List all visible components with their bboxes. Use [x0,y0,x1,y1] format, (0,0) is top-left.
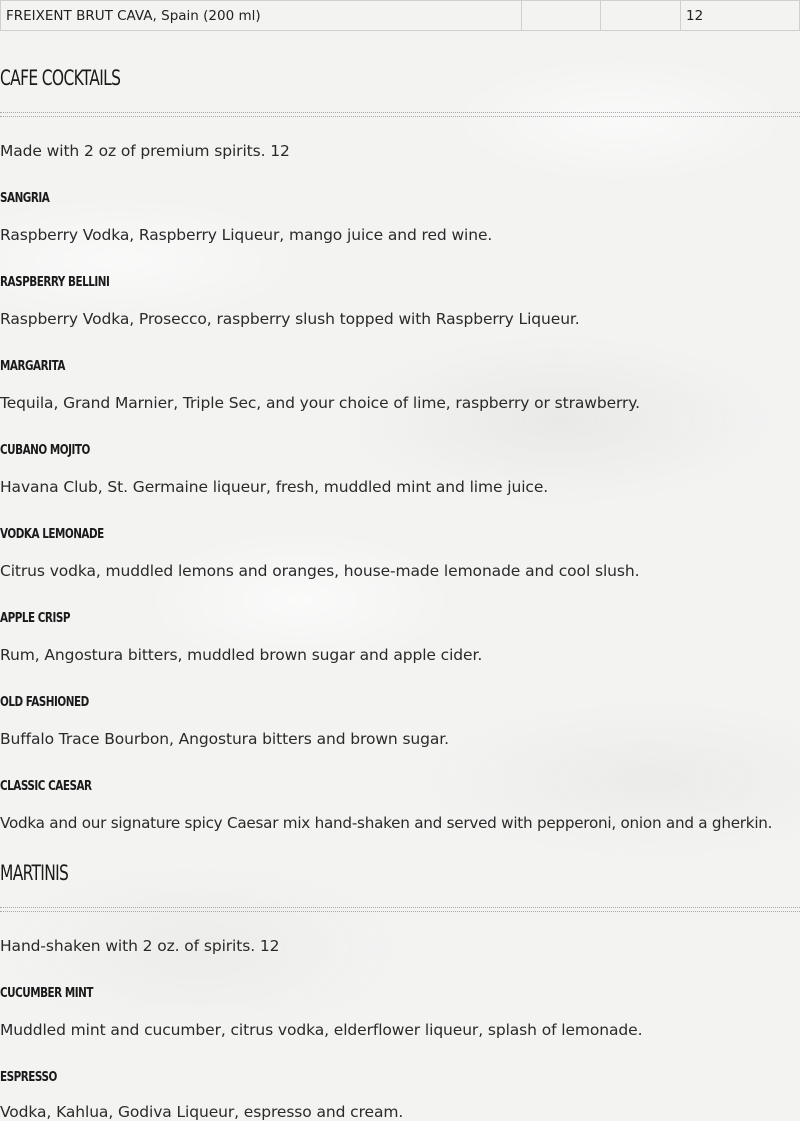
section-intro: Hand-shaken with 2 oz. of spirits. 12 [0,937,280,955]
menu-item-description: Buffalo Trace Bourbon, Angostura bitters and brown sugar. [0,730,449,748]
wine-price-cell [522,1,601,31]
menu-item-name: OLD FASHIONED [0,695,89,710]
wine-price-cell [601,1,681,31]
menu-item-description: Vodka and our signature spicy Caesar mix hand-shaken and served with pepperoni, onion and a gherkin. [0,814,773,832]
menu-item-name: SANGRIA [0,191,50,206]
menu-item-description: Rum, Angostura bitters, muddled brown sugar and apple cider. [0,646,483,664]
menu-item-name: CUBANO MOJITO [0,443,90,458]
section-divider [0,907,800,912]
menu-item-description: Raspberry Vodka, Prosecco, raspberry slush topped with Raspberry Liqueur. [0,310,580,328]
menu-item-description: Vodka, Kahlua, Godiva Liqueur, espresso and cream. [0,1103,404,1121]
wine-name-cell: FREIXENT BRUT CAVA, Spain (200 ml) [1,1,522,31]
wine-table [0,0,800,31]
section-intro: Made with 2 oz of premium spirits. 12 [0,142,290,160]
menu-item-name: APPLE CRISP [0,611,70,626]
menu-item-name: MARGARITA [0,359,65,374]
menu-item-description: Raspberry Vodka, Raspberry Liqueur, mango juice and red wine. [0,226,493,244]
menu-item-description: Muddled mint and cucumber, citrus vodka, elderflower liqueur, splash of lemonade. [0,1021,643,1039]
section-divider [0,112,800,117]
menu-item-name: CUCUMBER MINT [0,986,93,1001]
menu-item-name: VODKA LEMONADE [0,527,104,542]
menu-item-name: RASPBERRY BELLINI [0,275,110,290]
section-title-cafe-cocktails: CAFE COCKTAILS [0,66,121,90]
section-title-martinis: MARTINIS [0,861,69,885]
menu-item-name: CLASSIC CAESAR [0,779,92,794]
menu-item-description: Citrus vodka, muddled lemons and oranges, house-made lemonade and cool slush. [0,562,640,580]
wine-price-cell: 12 [681,1,800,31]
table-row [1,1,800,31]
menu-item-description: Havana Club, St. Germaine liqueur, fresh, muddled mint and lime juice. [0,478,549,496]
menu-item-name: ESPRESSO [0,1070,57,1085]
menu-item-description: Tequila, Grand Marnier, Triple Sec, and your choice of lime, raspberry or strawberry. [0,394,640,412]
